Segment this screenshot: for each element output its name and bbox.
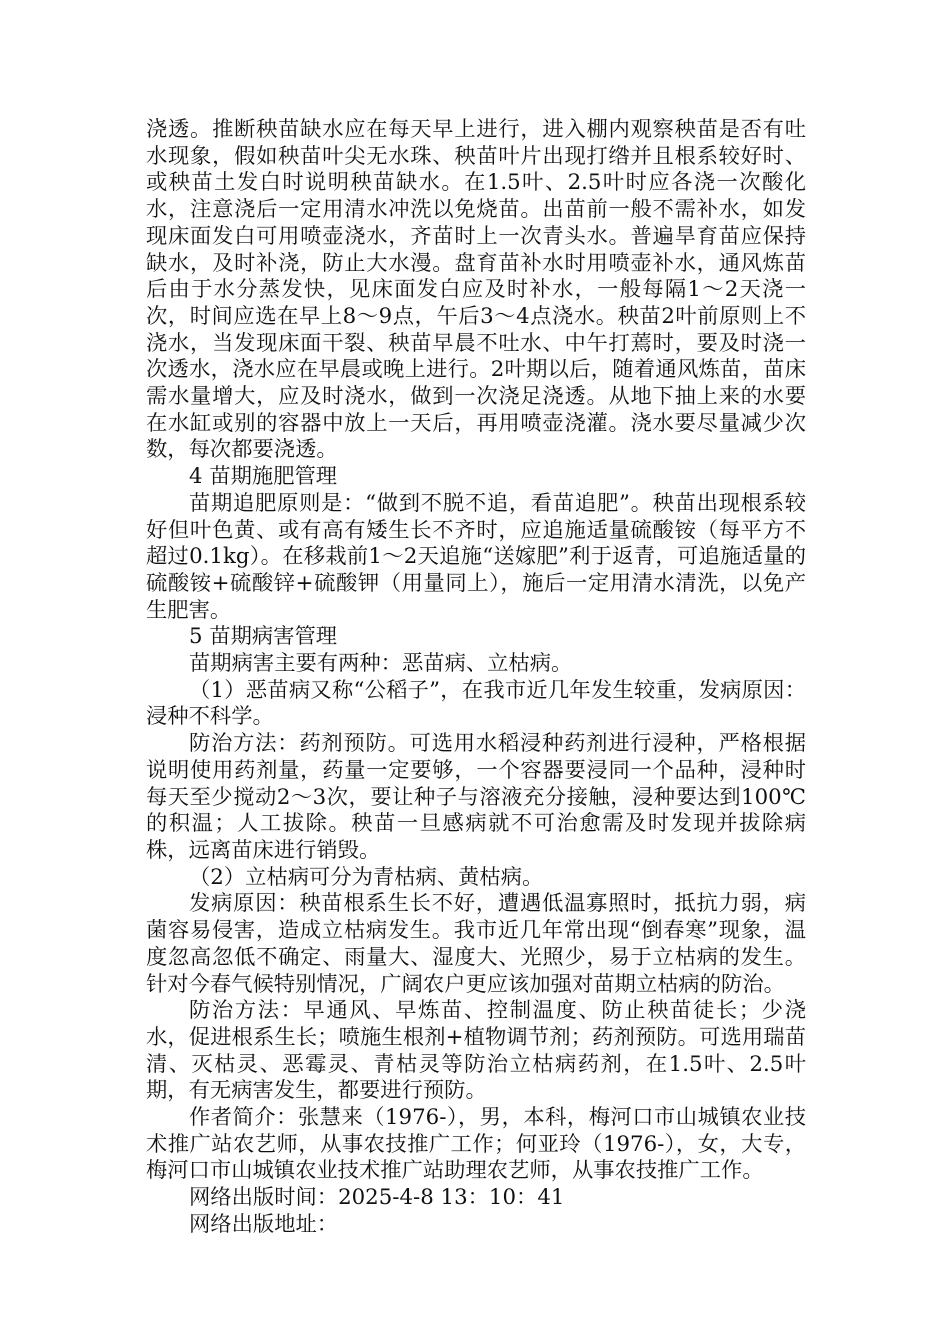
disease-intro-paragraph: 苗期病害主要有两种：恶苗病、立枯病。 xyxy=(189,651,573,677)
section-heading-fertilizer: 4 苗期施肥管理 xyxy=(189,464,338,490)
section-heading-disease: 5 苗期病害管理 xyxy=(189,624,338,650)
author-bio-paragraph: 作者简介：张慧来（1976-），男，本科，梅河口市山城镇农业技术推广站农艺师，从事农技推广工作；何亚玲（1976-），女，大专，梅河口市山城镇农业技术推广站助理农艺师，从事农技推广工作。 xyxy=(146,1105,806,1184)
bakanae-paragraph: （1）恶苗病又称“公稻子”，在我市近几年发生较重，发病原因：浸种不科学。 xyxy=(146,677,806,730)
blight-control-paragraph: 防治方法：早通风、早炼苗、控制温度、防止秧苗徒长；少浇水，促进根系生长；喷施生根剂+植物调节剂；药剂预防。可选用瑞苗清、灭枯灵、恶霉灵、青枯灵等防治立枯病药剂，在1.5叶、2.5叶期，有无病害发生，都要进行预防。 xyxy=(146,998,806,1104)
watering-paragraph: 浇透。推断秧苗缺水应在每天早上进行，进入棚内观察秧苗是否有吐水现象，假如秧苗叶尖无水珠、秧苗叶片出现打绺并且根系较好时、或秧苗土发白时说明秧苗缺水。在1.5叶、2.5叶时应各浇一次酸化水，注意浇后一定用清水冲洗以免烧苗。出苗前一般不需补水，如发现床面发白可用喷壶浇水，齐苗时上一次青头水。普遍旱育苗应保持缺水，及时补浇，防止大水漫。盘育苗补水时用喷壶补水，通风炼苗后由于水分蒸发快，见床面发白应及时补水，一般每隔1～2天浇一次，时间应选在早上8～9点，午后3～4点浇水。秧苗2叶前原则上不浇水，当发现床面干裂、秧苗早晨不吐水、中午打蔫时，要及时浇一次透水，浇水应在早晨或晚上进行。2叶期以后，随着通风炼苗，苗床需水量增大，应及时浇水，做到一次浇足浇透。从地下抽上来的水要在水缸或别的容器中放上一天后，再用喷壶浇灌。浇水要尽量减少次数，每次都要浇透。 xyxy=(146,117,806,463)
bakanae-control-paragraph: 防治方法：药剂预防。可选用水稻浸种药剂进行浸种，严格根据说明使用药剂量，药量一定要够，一个容器要浸同一个品种，浸种时每天至少搅动2～3次，要让种子与溶液充分接触，浸种要达到100℃的积温；人工拔除。秧苗一旦感病就不可治愈需及时发现并拔除病株，远离苗床进行销毁。 xyxy=(146,731,806,863)
fertilizer-paragraph: 苗期追肥原则是：“做到不脱不追，看苗追肥”。秧苗出现根系较好但叶色黄、或有高有矮生长不齐时，应追施适量硫酸铵（每平方不超过0.1kg）。在移栽前1～2天追施“送嫁肥”利于返青，可追施适量的硫酸铵+硫酸锌+硫酸钾（用量同上），施后一定用清水清洗，以免产生肥害。 xyxy=(146,490,806,623)
document-page xyxy=(146,117,806,1239)
blight-cause-paragraph: 发病原因：秧苗根系生长不好，遭遇低温寡照时，抵抗力弱，病菌容易侵害，造成立枯病发生。我市近几年常出现“倒春寒”现象，温度忽高忽低不确定、雨量大、湿度大、光照少，易于立枯病的发生。针对今春气候特别情况，广阔农户更应该加强对苗期立枯病的防治。 xyxy=(146,891,806,997)
publish-time: 网络出版时间：2025-4-8 13：10：41 xyxy=(189,1185,565,1211)
publish-address: 网络出版地址： xyxy=(189,1211,339,1237)
blight-paragraph: （2）立枯病可分为青枯病、黄枯病。 xyxy=(189,864,544,890)
